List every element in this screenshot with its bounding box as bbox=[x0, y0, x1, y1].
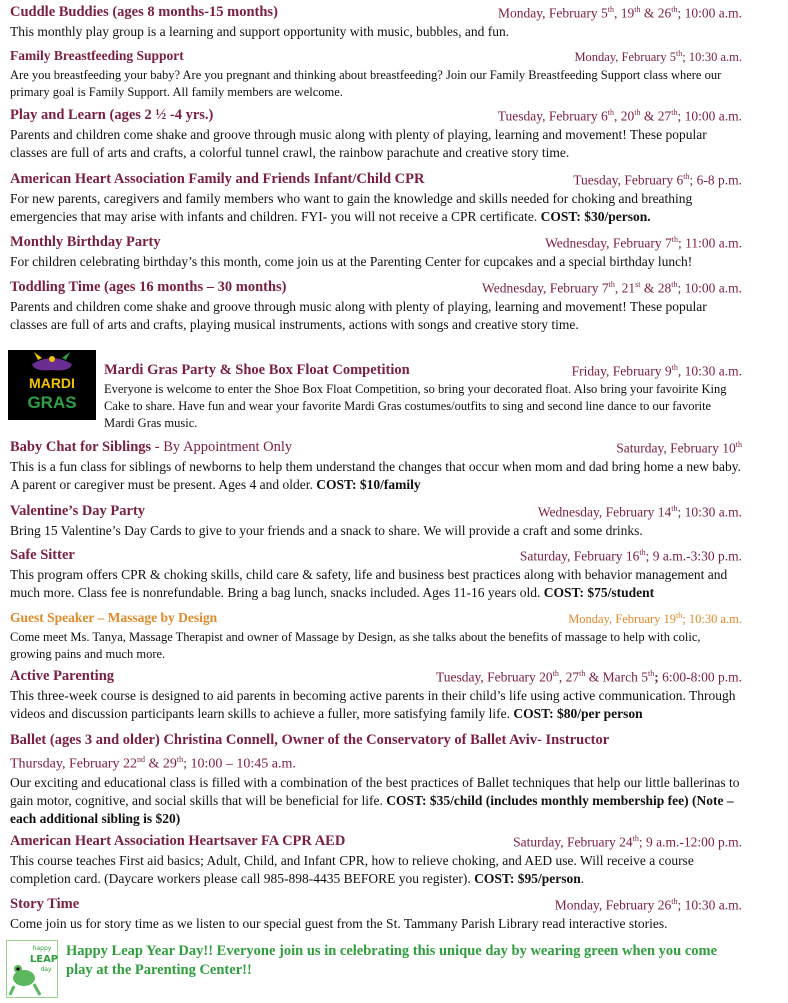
mardi-gras-logo-line2: GRAS bbox=[27, 393, 77, 412]
event-cost: COST: $30/person. bbox=[540, 209, 651, 224]
event-title: Cuddle Buddies (ages 8 months-15 months) bbox=[10, 4, 278, 20]
event-date: Saturday, February 24th; 9 a.m.-12:00 p.m. bbox=[513, 834, 742, 850]
event-date: Saturday, February 16th; 9 a.m.-3:30 p.m. bbox=[519, 548, 742, 564]
mardi-gras-logo-line1: MARDI bbox=[29, 375, 75, 391]
event-date: Monday, February 5th; 10:30 a.m. bbox=[574, 49, 742, 65]
event-description: Everyone is welcome to enter the Shoe Box Float Competition, so bring your decorated float. Also bring your favoirite King Cake to share. Have fun and wear your favorite Mardi Gras costumes/outfits to sing and second line dance to our favorite Mardi Gras music. bbox=[104, 382, 727, 430]
event-ballet bbox=[10, 732, 742, 828]
event-cost: COST: $35/child (includes monthly membership fee) (Note – each additional sibling is $20) bbox=[10, 792, 734, 826]
event-date: Thursday, February 22nd & 29th; 10:00 – 10:45 a.m. bbox=[10, 755, 296, 772]
leap-logo-line3: day bbox=[40, 966, 52, 973]
event-date: Wednesday, February 7th, 21st & 28th; 10:00 a.m. bbox=[482, 280, 742, 296]
event-description: Come meet Ms. Tanya, Massage Therapist and owner of Massage by Design, as she talks about the benefits of massage to help with colic, growing pains and much more. bbox=[10, 630, 701, 661]
event-title: Active Parenting bbox=[10, 668, 115, 684]
event-mardi-gras-party bbox=[104, 362, 742, 432]
event-description: Bring 15 Valentine’s Day Cards to give to your friends and a snack to share. We will provide a craft and some drinks. bbox=[10, 523, 643, 538]
event-description: This course teaches First aid basics; Adult, Child, and Infant CPR, how to relieve choking, and AED use. Will receive a course completion card. (Daycare workers please call 985-898-4435 BEFORE you register). COST: $95/person. bbox=[10, 853, 694, 886]
event-description: This program offers CPR & choking skills, child care & safety, life and business best practices along with behavior management and much more. Class fee is nonrefundable. Bring a bag lunch, snacks included. Ages 11-16 years old. COST: $75/student bbox=[10, 567, 728, 600]
mardi-gras-logo bbox=[8, 350, 96, 420]
event-monthly-birthday-party bbox=[10, 234, 742, 271]
event-baby-chat-siblings bbox=[10, 439, 742, 494]
event-story-time bbox=[10, 896, 742, 933]
event-date: Tuesday, February 6th; 6-8 p.m. bbox=[573, 172, 742, 188]
event-title: American Heart Association Family and Friends Infant/Child CPR bbox=[10, 171, 425, 187]
event-description: Are you breastfeeding your baby? Are you pregnant and thinking about breastfeeding? Join our Family Breastfeeding Support class where our primary goal is Family Support. All family members are welcome. bbox=[10, 68, 722, 99]
event-description: This monthly play group is a learning and support opportunity with music, bubbles, and fun. bbox=[10, 24, 510, 39]
event-description: This three-week course is designed to aid parents in becoming active parents in their child’s life using active communication. Through videos and discussion participants learn skills to achieve a fuller, more satisfying family life. COST: $80/per person bbox=[10, 688, 736, 721]
event-title: Guest Speaker – Massage by Design bbox=[10, 610, 218, 625]
event-date: Tuesday, February 20th, 27th & March 5th; 6:00-8:00 p.m. bbox=[435, 669, 742, 685]
event-date: Wednesday, February 7th; 11:00 a.m. bbox=[545, 235, 742, 251]
event-date: Monday, February 26th; 10:30 a.m. bbox=[554, 897, 742, 913]
event-description: For new parents, caregivers and family members who want to gain the knowledge and skills needed for choking and breathing emergencies that may arise with infants and children. FYI- you will not receive a CPR certificate. COST: $30/person. bbox=[10, 191, 693, 224]
event-toddling-time bbox=[10, 279, 742, 334]
event-guest-speaker bbox=[10, 610, 742, 663]
event-title: American Heart Association Heartsaver FA CPR AED bbox=[10, 833, 346, 849]
event-family-breastfeeding bbox=[10, 48, 742, 101]
event-description: Come join us for story time as we listen to our special guest from the St. Tammany Parish Library read interactive stories. bbox=[10, 916, 668, 931]
event-description: This is a fun class for siblings of newborns to help them understand the changes that occur when mom and dad bring home a new baby. A parent or caregiver must be present. Ages 4 and older. COST: $10/family bbox=[10, 459, 741, 492]
event-title: Toddling Time (ages 16 months – 30 months) bbox=[10, 279, 287, 295]
event-date: Friday, February 9th, 10:30 a.m. bbox=[571, 363, 742, 379]
event-play-and-learn bbox=[10, 107, 742, 162]
event-description: Our exciting and educational class is filled with a combination of the best practices of Ballet techniques that help our little ballerinas to gain motor, cognitive, and social skills that will be beneficial for life. COST: $35/child (includes monthly membership fee) (Note – each additional sibling is $20) bbox=[10, 774, 740, 826]
event-description: Parents and children come shake and groove through music along with plenty of playing, learning and movement! These popular classes are full of arts and crafts, a colorful tunnel crawl, the rainbow parachute and creative story time. bbox=[10, 127, 707, 160]
event-title: Story Time bbox=[10, 896, 80, 912]
event-date: Tuesday, February 6th, 20th & 27th; 10:00 a.m. bbox=[497, 108, 742, 124]
event-safe-sitter bbox=[10, 547, 742, 602]
event-date: Monday, February 19th; 10:30 a.m. bbox=[568, 611, 742, 627]
event-date: Saturday, February 10th bbox=[616, 440, 742, 456]
leap-logo-line1: happy bbox=[32, 945, 52, 952]
event-description: For children celebrating birthday’s this month, come join us at the Parenting Center for cupcakes and a special birthday lunch! bbox=[10, 254, 693, 269]
event-title: Safe Sitter bbox=[10, 547, 75, 563]
event-cost: COST: $10/family bbox=[316, 477, 421, 492]
leap-logo-line2: LEAP bbox=[29, 954, 58, 965]
event-title: Baby Chat for Siblings - By Appointment Only bbox=[10, 439, 293, 455]
leap-day-logo bbox=[6, 940, 58, 998]
event-active-parenting bbox=[10, 668, 742, 723]
mardi-gras-mask-icon bbox=[8, 350, 96, 420]
event-title: Family Breastfeeding Support bbox=[10, 48, 184, 63]
event-date: Wednesday, February 14th; 10:30 a.m. bbox=[537, 504, 742, 520]
event-cost: COST: $95/person bbox=[474, 871, 581, 886]
event-aha-family-friends-cpr bbox=[10, 171, 742, 226]
event-title: Mardi Gras Party & Shoe Box Float Competition bbox=[104, 362, 410, 378]
event-title: Valentine’s Day Party bbox=[10, 503, 146, 519]
event-cost: COST: $75/student bbox=[543, 585, 655, 600]
event-date: Monday, February 5th, 19th & 26th; 10:00 a.m. bbox=[498, 5, 742, 21]
event-description: Parents and children come shake and groove through music along with plenty of playing, learning and movement! These popular classes are full of arts and crafts, playing musical instruments, actions with songs and creative story time. bbox=[10, 299, 707, 332]
frog-icon bbox=[6, 940, 58, 998]
event-title: Ballet (ages 3 and older) Christina Connell, Owner of the Conservatory of Ballet Aviv- Instructor bbox=[10, 732, 610, 748]
event-aha-heartsaver bbox=[10, 833, 742, 888]
event-title: Play and Learn (ages 2 ½ -4 yrs.) bbox=[10, 107, 214, 123]
event-valentines-day-party bbox=[10, 503, 742, 540]
event-cost: COST: $80/per person bbox=[513, 706, 643, 721]
leap-year-announcement: Happy Leap Year Day!! Everyone join us in celebrating this unique day by wearing green when you come play at the Parenting Center!! bbox=[66, 943, 718, 978]
event-title: Monthly Birthday Party bbox=[10, 234, 161, 250]
event-cuddle-buddies bbox=[10, 4, 742, 41]
